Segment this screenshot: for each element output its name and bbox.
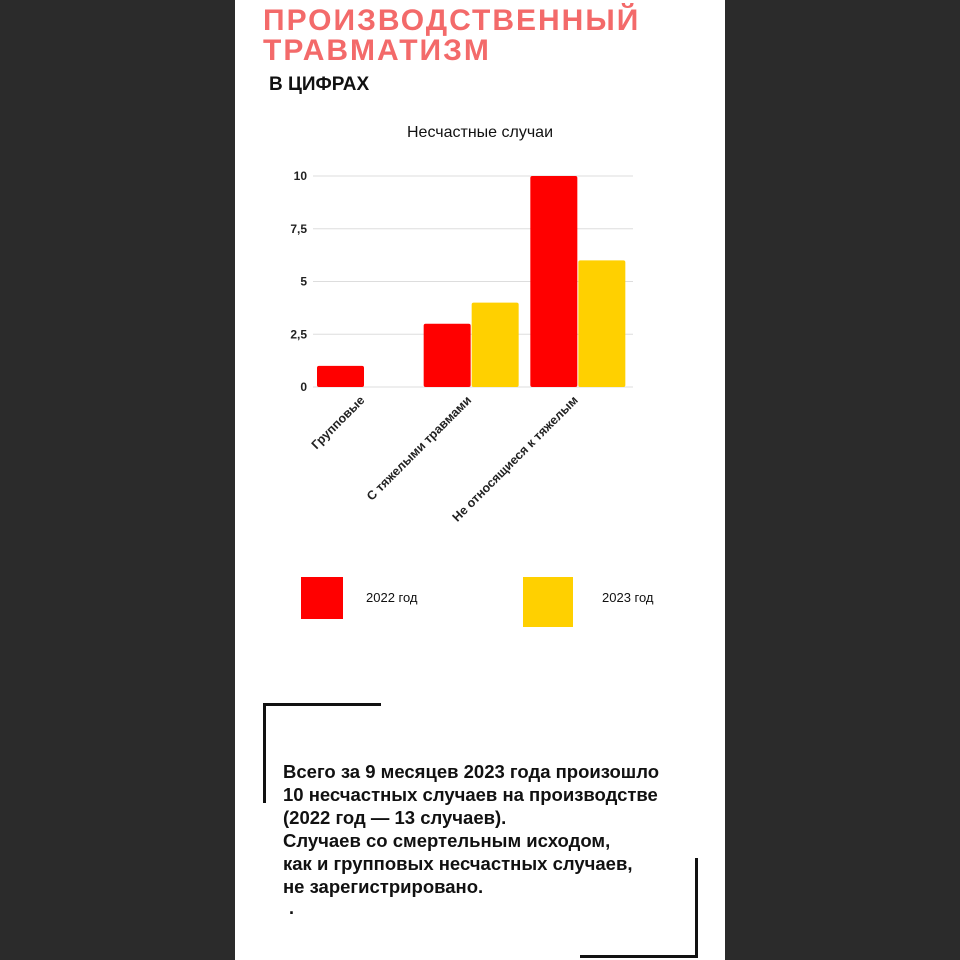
info-line: (2022 год — 13 случаев). (283, 807, 507, 828)
legend-label-2022: 2022 год (366, 590, 418, 605)
x-tick-label: С тяжелыми травмами (363, 393, 475, 504)
info-line: Случаев со смертельным исходом, (283, 830, 611, 851)
frame-corner-top (263, 703, 381, 706)
info-line: Всего за 9 месяцев 2023 года произошло (283, 761, 660, 782)
info-line: не зарегистрировано. (283, 876, 484, 897)
bar (424, 324, 471, 387)
bar-chart (235, 0, 725, 560)
legend-label-2023: 2023 год (602, 590, 654, 605)
info-text (283, 760, 703, 898)
y-tick-label: 5 (300, 274, 307, 289)
bar (317, 366, 364, 387)
y-tick-label: 0 (300, 380, 307, 394)
page-subtitle: В ЦИФРАХ (269, 74, 370, 95)
frame-corner-left (263, 703, 266, 803)
trailing-dot: . (289, 898, 295, 918)
x-tick-label: Не относящиеся к тяжелым (449, 393, 581, 525)
bar (472, 303, 519, 387)
info-line: 10 несчастных случаев на производстве (283, 784, 658, 805)
frame-corner-bottom (580, 955, 698, 958)
legend-swatch-2022 (301, 577, 343, 619)
title-line-2: ТРАВМАТИЗМ (263, 34, 491, 67)
infographic-card (235, 0, 725, 960)
y-tick-label: 2,5 (290, 327, 307, 342)
y-tick-label: 10 (293, 169, 307, 183)
title-line-1: ПРОИЗВОДСТВЕННЫЙ (263, 4, 641, 37)
bar (578, 260, 625, 387)
y-tick-label: 7,5 (290, 221, 307, 236)
x-tick-label: Групповые (308, 393, 368, 452)
info-line: как и групповых несчастных случаев, (283, 853, 633, 874)
bar (530, 176, 577, 387)
chart-title: Несчастные случаи (406, 124, 554, 141)
legend-swatch-2023 (523, 577, 573, 627)
